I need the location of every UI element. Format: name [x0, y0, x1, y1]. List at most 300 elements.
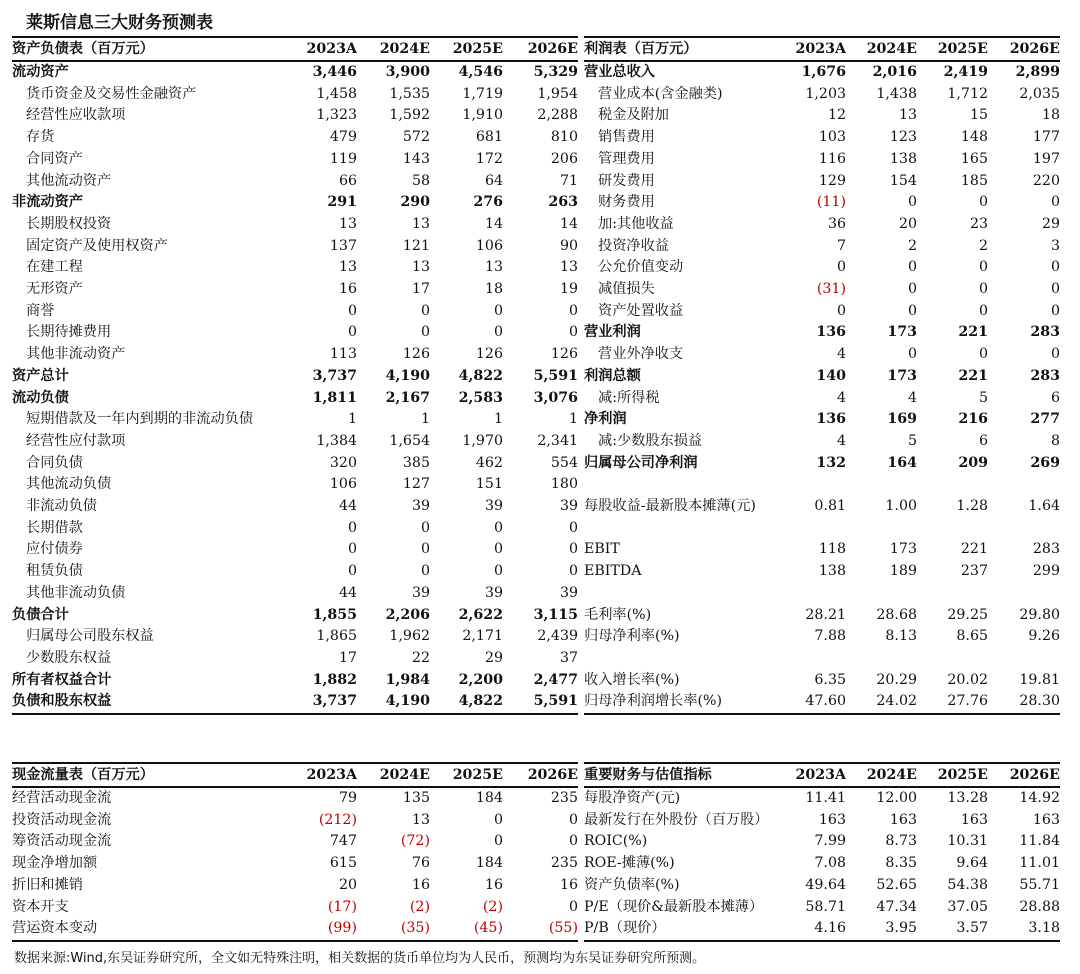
cell-value: 90: [559, 237, 578, 254]
cell-value: 143: [402, 150, 430, 167]
year-header: 2023A: [770, 763, 846, 787]
table-row: [12, 539, 578, 561]
table-row: [12, 279, 578, 301]
row-label: 收入增长率(%): [584, 671, 680, 688]
cell-value: 20.29: [876, 671, 917, 688]
cell-value: 572: [402, 129, 430, 146]
cell-value: 13.28: [947, 790, 988, 806]
cell-value: 1.28: [956, 498, 988, 515]
cell-value: 47.34: [876, 898, 917, 915]
cell-value: 2: [907, 237, 917, 254]
cell-value: 138: [818, 563, 846, 580]
year-header: 2023A: [770, 37, 846, 61]
cell-value: 269: [1030, 454, 1060, 471]
table-row: [584, 171, 1060, 193]
table-row: [12, 344, 578, 366]
cell-value: 14: [484, 215, 503, 232]
table-row: [584, 301, 1060, 323]
cell-value: 20: [338, 876, 357, 893]
cell-value: 7: [836, 237, 846, 254]
cell-value: 0: [907, 346, 917, 363]
table-row: [584, 787, 1060, 810]
cell-value: 27.76: [917, 691, 988, 714]
row-label: 无形资产: [26, 281, 83, 298]
table-row: [584, 431, 1060, 453]
cell-value: 180: [550, 476, 578, 493]
table-row: [12, 787, 578, 810]
table-row: [12, 192, 578, 214]
table-row: [584, 897, 1060, 919]
year-header: 2024E: [357, 37, 430, 61]
cell-value: 283: [1030, 367, 1060, 384]
cell-value: 13: [559, 259, 578, 276]
row-label: 其他非流动资产: [26, 346, 126, 363]
cell-value: 221: [960, 541, 988, 558]
cell-value: 2,439: [537, 628, 578, 645]
row-label: 毛利率(%): [584, 606, 652, 623]
cell-value: 299: [1032, 563, 1060, 580]
cell-value: 0: [493, 563, 503, 580]
cell-value: 118: [818, 541, 846, 558]
cell-value: 0: [907, 281, 917, 298]
cell-value: 136: [816, 411, 846, 428]
cash-flow-table: [12, 762, 578, 942]
cell-value: 17: [338, 649, 357, 666]
cell-value: 0: [836, 302, 846, 319]
cell-value: 13: [338, 259, 357, 276]
cell-value: 173: [889, 541, 917, 558]
cell-value: 1,719: [462, 85, 503, 102]
cell-value: [770, 518, 846, 540]
table-row: [584, 366, 1060, 388]
cell-value: 173: [887, 367, 917, 384]
cell-value: 206: [550, 150, 578, 167]
table-row: [12, 214, 578, 236]
cell-value: 0: [568, 541, 578, 558]
row-label: 其他流动负债: [26, 476, 112, 493]
cell-value: 0: [1050, 302, 1060, 319]
cell-value: 0: [907, 302, 917, 319]
table-header-title: 现金流量表（百万元）: [12, 763, 282, 787]
cell-value: 28.30: [988, 691, 1060, 714]
cell-value: [846, 648, 917, 670]
cell-value: 8.13: [885, 628, 917, 645]
cell-value: 4: [836, 346, 846, 363]
cell-value: 0: [568, 898, 578, 915]
cell-value: 0: [978, 194, 988, 211]
row-label: 利润总额: [584, 367, 641, 384]
valuation-grid: [584, 762, 1060, 942]
cell-value: 39: [411, 584, 430, 601]
cell-value: 2,016: [872, 64, 917, 80]
cell-value: 237: [960, 563, 988, 580]
cell-value: 235: [550, 790, 578, 806]
cell-value: 7.99: [814, 833, 846, 850]
row-label: 投资活动现金流: [12, 811, 112, 828]
cell-value: 11.01: [1019, 855, 1060, 872]
row-label: 营业总收入: [584, 64, 655, 80]
cell-value: 1,203: [805, 85, 846, 102]
table-row: [12, 918, 578, 941]
table-row: [584, 810, 1060, 832]
table-row: [584, 648, 1060, 670]
cell-value: 0: [420, 324, 430, 341]
cell-value: 58.71: [805, 898, 846, 915]
cell-value: 0: [420, 302, 430, 319]
cell-value: 79: [338, 790, 357, 806]
table-header-row: [12, 763, 578, 787]
row-label: 减值损失: [598, 281, 655, 298]
cell-value: [988, 518, 1060, 540]
cell-value: (11): [816, 194, 846, 211]
row-label: 每股净资产(元): [584, 790, 681, 806]
cell-value: 126: [550, 346, 578, 363]
cell-value: 4: [907, 389, 917, 406]
cell-value: 1.64: [1028, 498, 1060, 515]
cell-value: 0: [568, 833, 578, 850]
cell-value: (99): [282, 918, 357, 941]
cell-value: 0: [493, 541, 503, 558]
table-row: [584, 236, 1060, 258]
table-row: [12, 301, 578, 323]
cell-value: 0: [978, 346, 988, 363]
cell-value: 3,446: [312, 64, 357, 80]
cell-value: 263: [548, 194, 578, 211]
table-row: [584, 691, 1060, 714]
table-row: [12, 831, 578, 853]
cell-value: 554: [550, 454, 578, 471]
cell-value: 3,115: [533, 606, 578, 623]
table-row: [12, 648, 578, 670]
table-row: [584, 105, 1060, 127]
cell-value: 1.00: [885, 498, 917, 515]
cell-value: 29.25: [947, 606, 988, 623]
cell-value: 0: [568, 302, 578, 319]
row-label: 资产负债率(%): [584, 876, 680, 893]
table-header-title: 利润表（百万元）: [584, 37, 770, 61]
cell-value: 2,200: [458, 671, 503, 688]
balance-sheet-table: [12, 36, 578, 715]
cell-value: 123: [889, 129, 917, 146]
cell-value: 0: [347, 519, 357, 536]
table-row: [584, 149, 1060, 171]
cell-value: [988, 583, 1060, 605]
cell-value: 151: [475, 476, 503, 493]
cell-value: 1,712: [947, 85, 988, 102]
cell-value: 2,341: [537, 432, 578, 449]
table-row: [12, 388, 578, 410]
cell-value: 0: [907, 194, 917, 211]
cell-value: 0: [836, 259, 846, 276]
table-row: [12, 626, 578, 648]
cell-value: 16: [484, 876, 503, 893]
cell-value: 106: [329, 476, 357, 493]
cell-value: [846, 583, 917, 605]
cell-value: [988, 648, 1060, 670]
cell-value: 173: [887, 324, 917, 341]
row-label: 合同资产: [26, 150, 83, 167]
cell-value: 37: [559, 649, 578, 666]
row-label: 货币资金及交易性金融资产: [26, 85, 197, 102]
cell-value: 135: [402, 790, 430, 806]
table-row: [584, 214, 1060, 236]
cell-value: 283: [1030, 324, 1060, 341]
cell-value: 0: [978, 259, 988, 276]
cell-value: 1,323: [316, 107, 357, 124]
cell-value: 169: [887, 411, 917, 428]
cell-value: [917, 583, 988, 605]
cell-value: 3.57: [917, 918, 988, 941]
row-label: 长期借款: [26, 519, 83, 536]
table-row: [584, 192, 1060, 214]
cell-value: [770, 474, 846, 496]
cell-value: 10.31: [947, 833, 988, 850]
cell-value: 4: [836, 389, 846, 406]
cell-value: 1,970: [462, 432, 503, 449]
cell-value: 44: [338, 498, 357, 515]
table-row: [584, 344, 1060, 366]
row-label: 公允价值变动: [598, 259, 684, 276]
row-label: 固定资产及使用权资产: [26, 237, 168, 254]
table-row: [584, 831, 1060, 853]
row-label: 销售费用: [598, 129, 655, 146]
cell-value: 154: [889, 172, 917, 189]
year-header: 2026E: [503, 37, 578, 61]
year-header: 2026E: [503, 763, 578, 787]
cell-value: 28.68: [876, 606, 917, 623]
cell-value: 2,035: [1019, 85, 1060, 102]
row-label: 税金及附加: [598, 107, 669, 124]
cell-value: 3,076: [533, 389, 578, 406]
cell-value: 39: [559, 584, 578, 601]
table-row: [12, 84, 578, 106]
row-label: 加:其他收益: [598, 215, 674, 232]
table-row: [12, 875, 578, 897]
row-label: 在建工程: [26, 259, 83, 276]
cell-value: 52.65: [876, 876, 917, 893]
cell-value: 16: [411, 876, 430, 893]
table-row: [12, 474, 578, 496]
row-label: 应付债券: [26, 541, 83, 558]
cell-value: 479: [329, 129, 357, 146]
row-label: 商誉: [26, 302, 55, 319]
cell-value: 2,171: [462, 628, 503, 645]
cell-value: 18: [1041, 107, 1060, 124]
row-label: P/E（现价&最新股本摊薄）: [584, 898, 764, 915]
cell-value: 221: [958, 367, 988, 384]
cell-value: 0: [493, 833, 503, 850]
table-row: [12, 583, 578, 605]
cell-value: 106: [475, 237, 503, 254]
cell-value: 129: [818, 172, 846, 189]
table-row: [584, 322, 1060, 344]
row-label: 减:少数股东损益: [598, 432, 703, 449]
cell-value: 13: [484, 259, 503, 276]
cell-value: 0: [347, 541, 357, 558]
cell-value: 291: [327, 194, 357, 211]
cell-value: 0: [568, 811, 578, 828]
row-label: 经营性应付款项: [26, 432, 126, 449]
cell-value: 1,984: [385, 671, 430, 688]
row-label: 其他非流动负债: [26, 584, 126, 601]
cell-value: 4,546: [458, 64, 503, 80]
cell-value: 64: [484, 172, 503, 189]
year-header: 2025E: [430, 763, 503, 787]
cell-value: 3,900: [385, 64, 430, 80]
table-row: [584, 127, 1060, 149]
cell-value: 28.21: [805, 606, 846, 623]
table-row: [584, 496, 1060, 518]
row-label: 管理费用: [598, 150, 655, 167]
row-label: 投资净收益: [598, 237, 669, 254]
table-row: [12, 897, 578, 919]
row-label: 长期股权投资: [26, 215, 112, 232]
cell-value: 0: [493, 519, 503, 536]
row-label: 营运资本变动: [12, 918, 282, 941]
cell-value: 189: [889, 563, 917, 580]
page-title: 莱斯信息三大财务预测表: [26, 13, 213, 33]
table-row: [12, 322, 578, 344]
year-header: 2024E: [357, 763, 430, 787]
cell-value: 49.64: [805, 876, 846, 893]
cell-value: (35): [357, 918, 430, 941]
cell-value: 22: [411, 649, 430, 666]
cell-value: 2,419: [943, 64, 988, 80]
cell-value: 2,477: [533, 671, 578, 688]
cell-value: 126: [475, 346, 503, 363]
year-header: 2024E: [846, 37, 917, 61]
table-row: [584, 670, 1060, 692]
cell-value: (72): [400, 833, 430, 850]
cell-value: 127: [402, 476, 430, 493]
cell-value: 4,822: [430, 691, 503, 714]
row-label: 所有者权益合计: [12, 671, 112, 688]
cell-value: 20: [898, 215, 917, 232]
table-row: [584, 918, 1060, 941]
table-row: [584, 561, 1060, 583]
year-header: 2025E: [917, 763, 988, 787]
cell-value: 7.88: [814, 628, 846, 645]
table-row: [584, 409, 1060, 431]
table-header-row: [584, 763, 1060, 787]
cell-value: 235: [550, 855, 578, 872]
cell-value: [846, 474, 917, 496]
cell-value: 13: [411, 259, 430, 276]
table-header-title: 重要财务与估值指标: [584, 763, 770, 787]
table-row: [12, 236, 578, 258]
cell-value: 12: [827, 107, 846, 124]
cell-value: 0: [347, 302, 357, 319]
cell-value: 0: [420, 519, 430, 536]
cell-value: 8.73: [885, 833, 917, 850]
cell-value: 810: [550, 129, 578, 146]
row-label: 少数股东权益: [26, 649, 112, 666]
row-label: 减:所得税: [598, 389, 660, 406]
table-header-row: [12, 37, 578, 61]
cell-value: 6.35: [814, 671, 846, 688]
table-header-row: [584, 37, 1060, 61]
cell-value: 19: [559, 281, 578, 298]
cell-value: 1,962: [389, 628, 430, 645]
valuation-table: [584, 762, 1060, 942]
cell-value: 29: [484, 649, 503, 666]
cell-value: 3.18: [988, 918, 1060, 941]
cell-value: (2): [482, 898, 503, 915]
cell-value: 1: [568, 411, 578, 428]
row-label: 筹资活动现金流: [12, 833, 112, 850]
year-header: 2025E: [917, 37, 988, 61]
cell-value: 1,910: [462, 107, 503, 124]
table-row: [12, 670, 578, 692]
cell-value: 5,591: [533, 367, 578, 384]
cell-value: 140: [816, 367, 846, 384]
row-label: 流动负债: [12, 389, 69, 406]
table-row: [12, 453, 578, 475]
cell-value: 5,591: [503, 691, 578, 714]
row-label: 其他流动资产: [26, 172, 112, 189]
table-row: [584, 474, 1060, 496]
row-label: [584, 518, 770, 540]
row-label: 资本开支: [12, 898, 69, 915]
row-label: 现金净增加额: [12, 855, 98, 872]
row-label: 非流动负债: [26, 498, 97, 515]
table-row: [584, 539, 1060, 561]
cell-value: 185: [960, 172, 988, 189]
table-row: [584, 84, 1060, 106]
cell-value: 13: [898, 107, 917, 124]
cell-value: 5: [978, 389, 988, 406]
cell-value: 163: [1032, 811, 1060, 828]
cell-value: 8: [1050, 432, 1060, 449]
cell-value: 39: [411, 498, 430, 515]
cell-value: 2,622: [458, 606, 503, 623]
cell-value: 28.88: [1019, 898, 1060, 915]
row-label: 最新发行在外股份（百万股）: [584, 811, 769, 828]
table-row: [584, 257, 1060, 279]
table-row: [584, 626, 1060, 648]
cell-value: 13: [338, 215, 357, 232]
table-row: [12, 257, 578, 279]
cell-value: 58: [411, 172, 430, 189]
table-row: [584, 605, 1060, 627]
cell-value: 221: [958, 324, 988, 341]
cell-value: 44: [338, 584, 357, 601]
cell-value: 2,583: [458, 389, 503, 406]
cell-value: 2,206: [385, 606, 430, 623]
cell-value: 54.38: [947, 876, 988, 893]
cell-value: 3,737: [282, 691, 357, 714]
cell-value: 5: [907, 432, 917, 449]
year-header: 2026E: [988, 37, 1060, 61]
cell-value: 0.81: [814, 498, 846, 515]
row-label: 存货: [26, 129, 55, 146]
cell-value: 0: [1050, 194, 1060, 211]
cell-value: 165: [960, 150, 988, 167]
cell-value: 1,865: [316, 628, 357, 645]
row-label: 资产总计: [12, 367, 69, 384]
cell-value: 1: [493, 411, 503, 428]
income-statement-grid: [584, 36, 1060, 715]
cell-value: 18: [484, 281, 503, 298]
row-label: 研发费用: [598, 172, 655, 189]
cell-value: 1,654: [389, 432, 430, 449]
row-label: ROE-摊薄(%): [584, 855, 675, 872]
table-row: [584, 279, 1060, 301]
cell-value: 16: [559, 876, 578, 893]
cell-value: 29.80: [1019, 606, 1060, 623]
cell-value: 5,329: [533, 64, 578, 80]
table-row: [12, 61, 578, 84]
